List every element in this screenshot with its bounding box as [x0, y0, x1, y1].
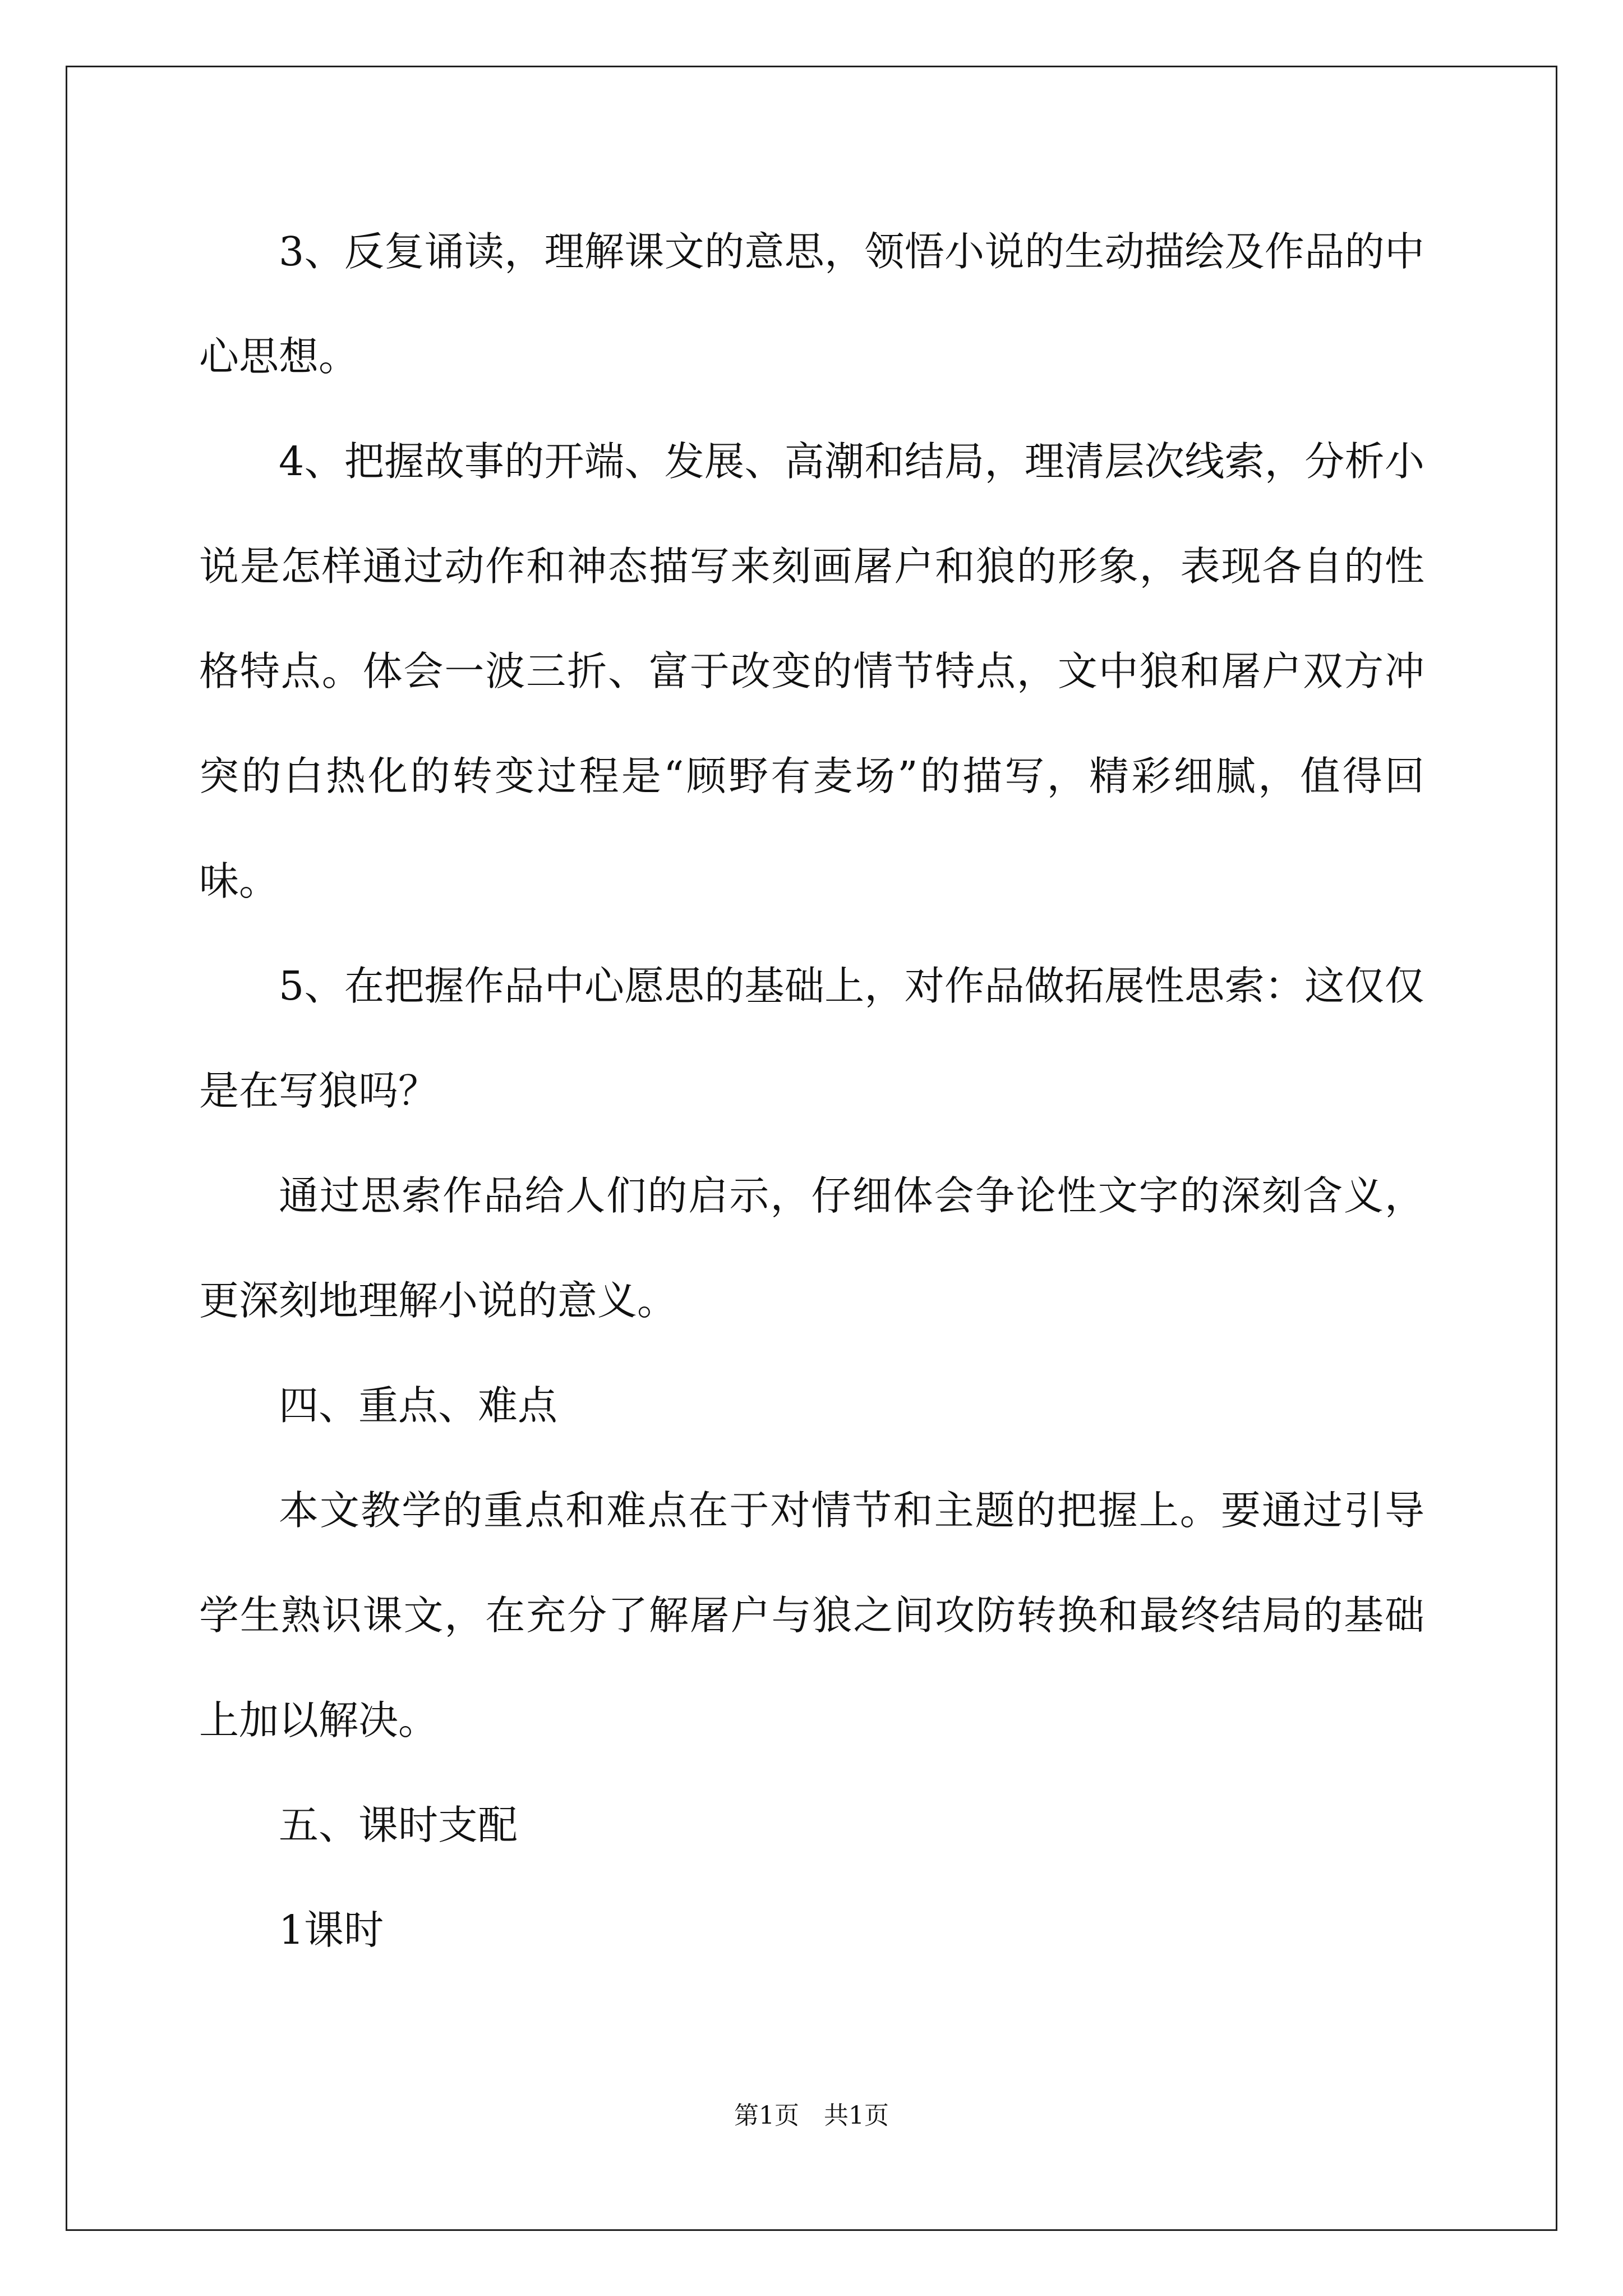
- paragraph-4: 4、把握故事的开端、发展、高潮和结局，理清层次线索，分析小说是怎样通过动作和神态描写来刻画屠户和狼的形象，表现各自的性格特点。体会一波三折、富于改变的情节特点，文中狼和屠户双方冲突的白热化的转变过程是“顾野有麦场”的描写，精彩细腻，值得回味。: [199, 438, 1424, 904]
- section-heading-key-points: 四、重点、难点: [279, 1382, 558, 1429]
- section-heading-schedule: 五、课时支配: [279, 1802, 518, 1848]
- paragraph-3: 3、反复诵读，理解课文的意思，领悟小说的生动描绘及作品的中心思想。: [199, 228, 1424, 380]
- page-number-footer: 第1页 共1页: [734, 2101, 889, 2130]
- paragraph-key-points: 本文教学的重点和难点在于对情节和主题的把握上。要通过引导学生熟识课文，在充分了解屠户与狼之间攻防转换和最终结局的基础上加以解决。: [199, 1487, 1424, 1743]
- paragraph-reflection: 通过思索作品给人们的启示，仔细体会争论性文字的深刻含义，更深刻地理解小说的意义。: [199, 1172, 1424, 1324]
- paragraph-5: 5、在把握作品中心愿思的基础上，对作品做拓展性思索：这仅仅是在写狼吗？: [199, 963, 1424, 1114]
- document-body: [199, 199, 1424, 1982]
- paragraph-schedule: 1课时: [279, 1907, 384, 1953]
